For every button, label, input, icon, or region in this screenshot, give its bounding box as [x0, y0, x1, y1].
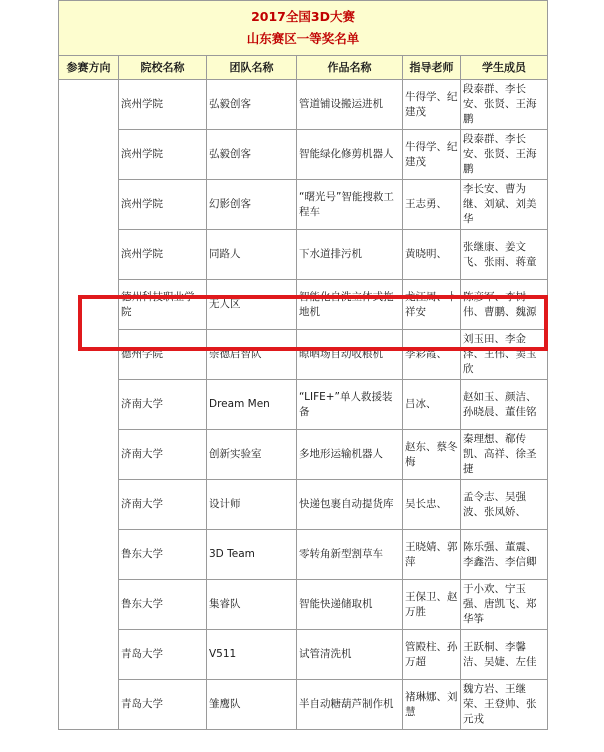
header-work: 作品名称 — [297, 56, 403, 80]
team-cell: 弘毅创客 — [207, 80, 297, 130]
table-row — [59, 280, 548, 330]
advisor-cell: 王志勇、 — [403, 180, 461, 230]
school-cell: 滨州学院 — [119, 230, 207, 280]
header-direction: 参赛方向 — [59, 56, 119, 80]
advisor-cell: 王晓婧、郭萍 — [403, 530, 461, 580]
table-row — [59, 80, 548, 130]
school-cell: 滨州学院 — [119, 80, 207, 130]
title-row — [59, 1, 548, 56]
advisor-cell: 牛得学、纪建茂 — [403, 80, 461, 130]
members-cell: 段泰群、李长安、张贤、王海鹏 — [461, 80, 548, 130]
table-row — [59, 680, 548, 730]
advisor-cell: 黄晓明、 — [403, 230, 461, 280]
school-cell: 德州学院 — [119, 330, 207, 380]
team-cell: 无人区 — [207, 280, 297, 330]
school-cell: 济南大学 — [119, 480, 207, 530]
title-line-1: 2017全国3D大赛 — [251, 9, 355, 24]
table-row — [59, 480, 548, 530]
work-cell: “曙光号”智能搜救工程车 — [297, 180, 403, 230]
members-cell: 王跃桐、李馨洁、吴婕、左佳 — [461, 630, 548, 680]
team-cell: 同路人 — [207, 230, 297, 280]
work-cell: 零转角新型割草车 — [297, 530, 403, 580]
team-cell: 弘毅创客 — [207, 130, 297, 180]
table-row — [59, 230, 548, 280]
school-cell: 德州科技职业学院 — [119, 280, 207, 330]
advisor-cell: 李彩霞、 — [403, 330, 461, 380]
members-cell: 李长安、曹为继、刘斌、刘美华 — [461, 180, 548, 230]
award-table — [58, 0, 548, 730]
members-cell: 赵如玉、颜洁、孙晓晨、董佳铭 — [461, 380, 548, 430]
table-row — [59, 430, 548, 480]
table-row — [59, 130, 548, 180]
school-cell: 青岛大学 — [119, 680, 207, 730]
advisor-cell: 牛得学、纪建茂 — [403, 130, 461, 180]
advisor-cell: 龙江周、卜祥安 — [403, 280, 461, 330]
members-cell: 陈彦军、李树伟、曹鹏、魏源 — [461, 280, 548, 330]
school-cell: 滨州学院 — [119, 180, 207, 230]
advisor-cell: 赵东、蔡冬梅 — [403, 430, 461, 480]
work-cell: 管道铺设搬运进机 — [297, 80, 403, 130]
members-cell: 刘玉田、李金泽、王伟、窦玉欣 — [461, 330, 548, 380]
table-row — [59, 580, 548, 630]
members-cell: 孟令志、吴强波、张凤娇、 — [461, 480, 548, 530]
work-cell: 多地形运输机器人 — [297, 430, 403, 480]
work-cell: 智能快递储取机 — [297, 580, 403, 630]
team-cell: 幻影创客 — [207, 180, 297, 230]
header-row — [59, 56, 548, 80]
work-cell: “LIFE+”单人救援装备 — [297, 380, 403, 430]
team-cell: 3D Team — [207, 530, 297, 580]
school-cell: 济南大学 — [119, 380, 207, 430]
members-cell: 秦理想、郗传凯、高祥、徐圣捷 — [461, 430, 548, 480]
header-advisor: 指导老师 — [403, 56, 461, 80]
work-cell: 半自动糖葫芦制作机 — [297, 680, 403, 730]
work-cell: 快递包裹自动提货库 — [297, 480, 403, 530]
members-cell: 张继康、姜文飞、张雨、蒋童 — [461, 230, 548, 280]
work-cell: 智能化自洗立体式拖地机 — [297, 280, 403, 330]
school-cell: 鲁东大学 — [119, 530, 207, 580]
members-cell: 于小欢、宁玉强、唐凯飞、郑华筝 — [461, 580, 548, 630]
award-sheet — [58, 0, 547, 730]
team-cell: 雏鹰队 — [207, 680, 297, 730]
table-row — [59, 630, 548, 680]
advisor-cell: 吴长忠、 — [403, 480, 461, 530]
direction-cell — [59, 80, 119, 730]
advisor-cell: 褚琳娜、刘慧 — [403, 680, 461, 730]
members-cell: 段泰群、李长安、张贤、王海鹏 — [461, 130, 548, 180]
members-cell: 陈乐强、董震、李鑫浩、李信卿 — [461, 530, 548, 580]
work-cell: 下水道排污机 — [297, 230, 403, 280]
school-cell: 鲁东大学 — [119, 580, 207, 630]
table-row — [59, 330, 548, 380]
school-cell: 青岛大学 — [119, 630, 207, 680]
school-cell: 济南大学 — [119, 430, 207, 480]
table-row — [59, 530, 548, 580]
work-cell: 晾晒场自动收粮机 — [297, 330, 403, 380]
team-cell: 集睿队 — [207, 580, 297, 630]
table-row — [59, 380, 548, 430]
header-school: 院校名称 — [119, 56, 207, 80]
title-line-2: 山东赛区一等奖名单 — [246, 31, 360, 46]
team-cell: V511 — [207, 630, 297, 680]
team-cell: Dream Men — [207, 380, 297, 430]
work-cell: 试管清洗机 — [297, 630, 403, 680]
title-cell — [59, 1, 548, 56]
advisor-cell: 王保卫、赵万胜 — [403, 580, 461, 630]
table-row — [59, 180, 548, 230]
advisor-cell: 管殿柱、孙万超 — [403, 630, 461, 680]
team-cell: 崇德启智队 — [207, 330, 297, 380]
header-team: 团队名称 — [207, 56, 297, 80]
header-members: 学生成员 — [461, 56, 548, 80]
members-cell: 魏方岩、王继荣、王登帅、张元戎 — [461, 680, 548, 730]
team-cell: 设计师 — [207, 480, 297, 530]
work-cell: 智能绿化修剪机器人 — [297, 130, 403, 180]
school-cell: 滨州学院 — [119, 130, 207, 180]
team-cell: 创新实验室 — [207, 430, 297, 480]
advisor-cell: 吕冰、 — [403, 380, 461, 430]
